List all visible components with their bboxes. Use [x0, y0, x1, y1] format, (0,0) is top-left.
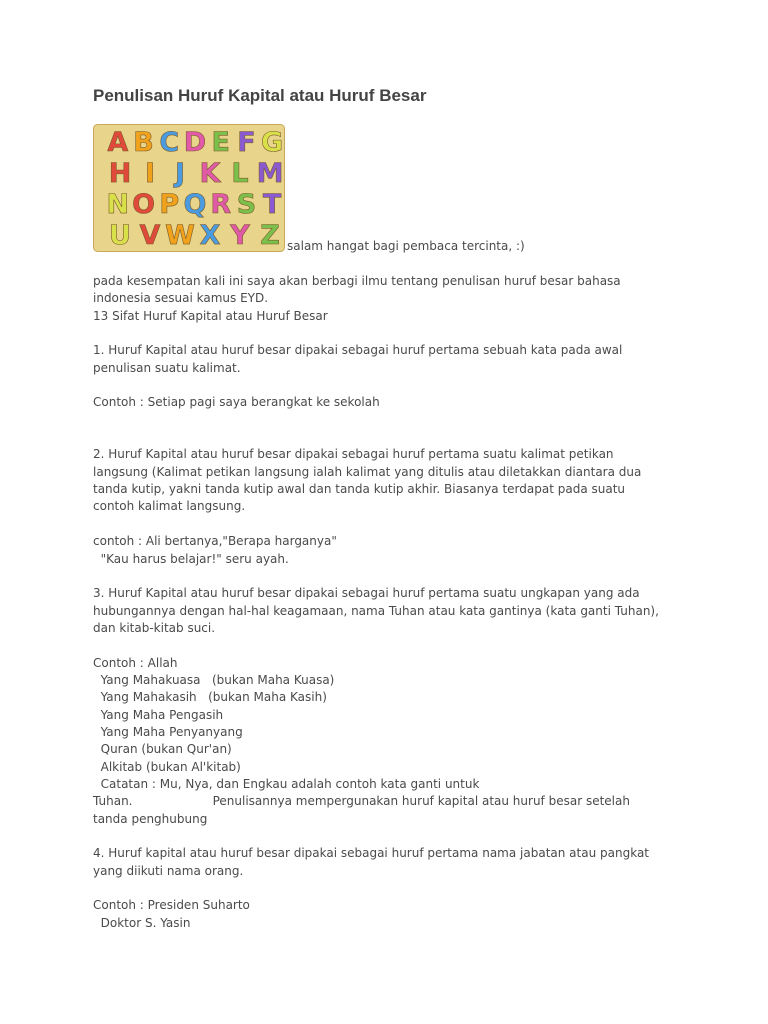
body-line: penulisan suatu kalimat.	[93, 360, 241, 375]
puzzle-letter: Z	[260, 220, 280, 251]
body-line: 1. Huruf Kapital atau huruf besar dipakai sebagai huruf pertama sebuah kata pada awal	[93, 343, 623, 358]
puzzle-letter: T	[262, 189, 282, 220]
body-line: 3. Huruf Kapital atau huruf besar dipakai sebagai huruf pertama suatu ungkapan yang ada	[93, 586, 640, 601]
body-line: Tuhan. Penulisannya mempergunakan huruf kapital atau huruf besar setelah	[93, 794, 630, 809]
puzzle-letter: E	[211, 127, 230, 158]
body-line	[93, 325, 693, 342]
puzzle-letter: B	[133, 127, 154, 158]
body-line: 4. Huruf kapital atau huruf besar dipakai sebagai huruf pertama nama jabatan atau pangkat	[93, 846, 649, 861]
puzzle-letter: P	[159, 189, 180, 220]
body-line: pada kesempatan kali ini saya akan berbagi ilmu tentang penulisan huruf besar bahasa	[93, 274, 621, 288]
puzzle-letter: K	[199, 158, 221, 189]
body-line	[93, 568, 693, 585]
body-line: Contoh : Setiap pagi saya berangkat ke sekolah	[93, 395, 380, 410]
body-line	[93, 828, 693, 845]
puzzle-letter: D	[183, 127, 207, 158]
body-line: langsung (Kalimat petikan langsung ialah kalimat yang ditulis atau diletakkan diantara dua	[93, 464, 642, 479]
body-line: indonesia sesuai kamus EYD.	[93, 291, 269, 306]
alphabet-puzzle-image	[93, 124, 285, 252]
body-line: tanda penghubung	[93, 811, 208, 826]
puzzle-letter: F	[237, 127, 256, 158]
body-line: hubungannya dengan hal-hal keagamaan, nama Tuhan atau kata gantinya (kata ganti Tuhan),	[93, 603, 659, 618]
body-line: Yang Mahakasih (bukan Maha Kasih)	[93, 690, 327, 705]
body-line: Yang Mahakuasa (bukan Maha Kuasa)	[93, 672, 335, 687]
article-body	[93, 273, 693, 932]
puzzle-letter: H	[108, 158, 132, 189]
puzzle-letter: G	[261, 127, 284, 158]
puzzle-letter: M	[256, 158, 284, 189]
puzzle-letter: U	[109, 220, 131, 251]
body-line: contoh kalimat langsung.	[93, 499, 246, 514]
puzzle-letter: J	[174, 158, 186, 189]
puzzle-letter: V	[139, 220, 161, 251]
body-line: Yang Maha Pengasih	[93, 707, 224, 722]
body-line: 2. Huruf Kapital atau huruf besar dipakai sebagai huruf pertama suatu kalimat petikan	[93, 447, 614, 462]
body-line	[93, 377, 693, 394]
body-line	[93, 880, 693, 897]
puzzle-letter: X	[199, 220, 221, 251]
body-line: Contoh : Allah	[93, 655, 178, 670]
body-line: Alkitab (bukan Al'kitab)	[93, 759, 241, 774]
puzzle-letter: A	[107, 127, 129, 158]
puzzle-letter: Y	[230, 220, 250, 251]
body-line	[93, 412, 693, 429]
puzzle-letter: O	[132, 189, 156, 220]
puzzle-letter: I	[144, 158, 156, 189]
intro-text: salam hangat bagi pembaca tercinta, :)	[287, 239, 525, 253]
body-line	[93, 429, 693, 446]
puzzle-letter: L	[231, 158, 249, 189]
body-line: contoh : Ali bertanya,"Berapa harganya"	[93, 534, 337, 549]
body-line: yang diikuti nama orang.	[93, 863, 244, 878]
body-line: Contoh : Presiden Suharto	[93, 898, 250, 913]
body-line: tanda kutip, yakni tanda kutip awal dan tanda kutip akhir. Biasanya terdapat pada suatu	[93, 482, 626, 497]
body-line	[93, 516, 693, 533]
body-line: 13 Sifat Huruf Kapital atau Huruf Besar	[93, 308, 328, 323]
body-line	[93, 637, 693, 654]
body-line: Catatan : Mu, Nya, dan Engkau adalah contoh kata ganti untuk	[93, 776, 480, 791]
body-line: dan kitab-kitab suci.	[93, 620, 216, 635]
page-title: Penulisan Huruf Kapital atau Huruf Besar	[93, 86, 427, 105]
puzzle-letter: R	[210, 189, 232, 220]
body-line: Quran (bukan Qur'an)	[93, 742, 232, 757]
puzzle-letter: C	[159, 127, 180, 158]
puzzle-letter: S	[236, 189, 257, 220]
body-line: Doktor S. Yasin	[93, 915, 191, 930]
puzzle-letter: W	[165, 220, 195, 251]
body-line: Yang Maha Penyanyang	[93, 724, 243, 739]
puzzle-letter: Q	[183, 189, 207, 220]
body-line: "Kau harus belajar!" seru ayah.	[93, 551, 289, 566]
puzzle-letter: N	[106, 189, 130, 220]
